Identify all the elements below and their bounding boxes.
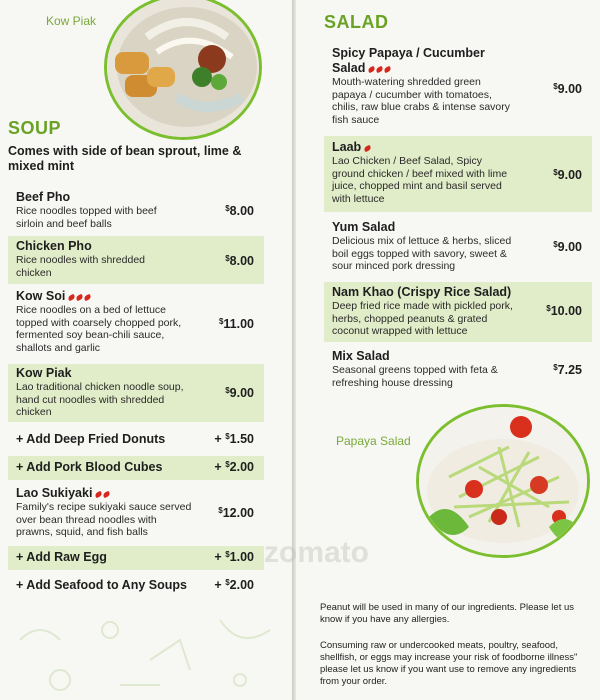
item-name: Kow Soi [16, 289, 256, 304]
item-price: $9.00 [225, 386, 254, 400]
item-desc: Mouth-watering shredded green papaya / cucumber with tomatoes, chilis, raw blue crabs & intense savory fish sauce [332, 76, 510, 126]
item-name: Yum Salad [332, 220, 396, 234]
item-name: Kow Piak [16, 366, 72, 380]
item-name: Beef Pho [16, 190, 71, 204]
item-desc: Lao traditional chicken noodle soup, hand cut noodles with shredded chicken [16, 381, 184, 418]
salad-heading: SALAD [324, 12, 389, 32]
item-price: $7.25 [553, 363, 582, 377]
left-menu-page [0, 0, 292, 700]
item-name: Mix Salad [332, 349, 390, 363]
papaya-salad-photo [416, 404, 590, 558]
item-desc: Family's recipe sukiyaki sauce served over bean thread noodles with prawns, squid, and fish balls [16, 501, 192, 539]
decorative-herb-pattern [0, 600, 292, 700]
item-price: $10.00 [546, 304, 582, 318]
kow-piak-photo-caption: Kow Piak [46, 14, 97, 28]
soup-heading: SOUP [8, 118, 62, 138]
papaya-salad-photo-caption: Papaya Salad [336, 434, 411, 448]
item-name: Laab [332, 140, 584, 155]
item-desc: Deep fried rice made with pickled pork, herbs, chopped peanuts & grated coconut wrapped with lettuce [332, 300, 513, 337]
addon-price: + $1.00 [214, 550, 254, 564]
item-price: $8.00 [225, 254, 254, 268]
addon-price: + $2.00 [214, 460, 254, 474]
item-name: Lao Sukiyaki [16, 486, 256, 501]
soup-item-kow-piak [8, 364, 264, 422]
item-price: $9.00 [553, 168, 582, 182]
item-name: Chicken Pho [16, 239, 92, 253]
soup-item-beef-pho [8, 188, 264, 236]
allergy-note: Peanut will be used in many of our ingredients. Please let us know if you have any allergies. [320, 602, 575, 625]
item-name: Spicy Papaya / Cucumber Salad [332, 46, 485, 75]
item-price: $8.00 [225, 204, 254, 218]
right-menu-page [296, 0, 600, 700]
addon-seafood [8, 576, 264, 598]
food-safety-note: Consuming raw or undercooked meats, poultry, seafood, shellfish, or eggs may increase your risk of foodborne illness" please let us know if you want use to remove any ingredients from your order. [320, 640, 578, 687]
addon-label: + Add Pork Blood Cubes [16, 460, 163, 474]
spicy-chili-icon [95, 486, 111, 501]
item-desc: Seasonal greens topped with feta & refreshing house dressing [332, 364, 498, 389]
item-desc: Lao Chicken / Beef Salad, Spicy ground chicken / beef mixed with lime juice, chopped mint and basil served with lettuce [332, 155, 508, 205]
addon-label: + Add Deep Fried Donuts [16, 432, 166, 446]
item-price: $12.00 [218, 506, 254, 520]
item-desc: Delicious mix of lettuce & herbs, sliced boil eggs topped with savory, sweet & sour minced pork dressing [332, 235, 512, 272]
item-name: Nam Khao (Crispy Rice Salad) [332, 285, 512, 299]
soup-item-lao-sukiyaki [8, 484, 264, 544]
item-price: $11.00 [218, 317, 254, 331]
spicy-chili-icon [368, 61, 392, 76]
salad-item-nam-khao [324, 282, 592, 342]
item-desc: Rice noodles topped with beef sirloin and beef balls [16, 205, 157, 230]
soup-item-kow-soi [8, 287, 264, 363]
salad-item-spicy-papaya [324, 44, 592, 132]
spicy-chili-icon [68, 289, 92, 304]
spicy-chili-icon [364, 140, 372, 155]
salad-item-laab [324, 136, 592, 212]
soup-item-chicken-pho [8, 236, 264, 284]
addon-deep-fried-donuts [8, 430, 264, 452]
soup-note: Comes with side of bean sprout, lime & mixed mint [8, 144, 242, 173]
addon-raw-egg [8, 546, 264, 570]
addon-price: + $1.50 [214, 432, 254, 446]
item-price: $9.00 [553, 82, 582, 96]
salad-item-mix-salad [324, 347, 592, 393]
item-desc: Rice noodles on a bed of lettuce topped with coarsely chopped pork, fermented soy bean-chili sauce, shallots and garlic [16, 304, 182, 354]
item-desc: Rice noodles with shredded chicken [16, 254, 145, 279]
item-price: $9.00 [553, 240, 582, 254]
salad-item-yum-salad [324, 218, 592, 278]
kow-piak-photo [104, 0, 262, 140]
addon-pork-blood-cubes [8, 456, 264, 480]
watermark: zomato [264, 536, 369, 569]
addon-price: + $2.00 [214, 578, 254, 592]
addon-label: + Add Raw Egg [16, 550, 107, 564]
addon-label: + Add Seafood to Any Soups [16, 578, 187, 592]
